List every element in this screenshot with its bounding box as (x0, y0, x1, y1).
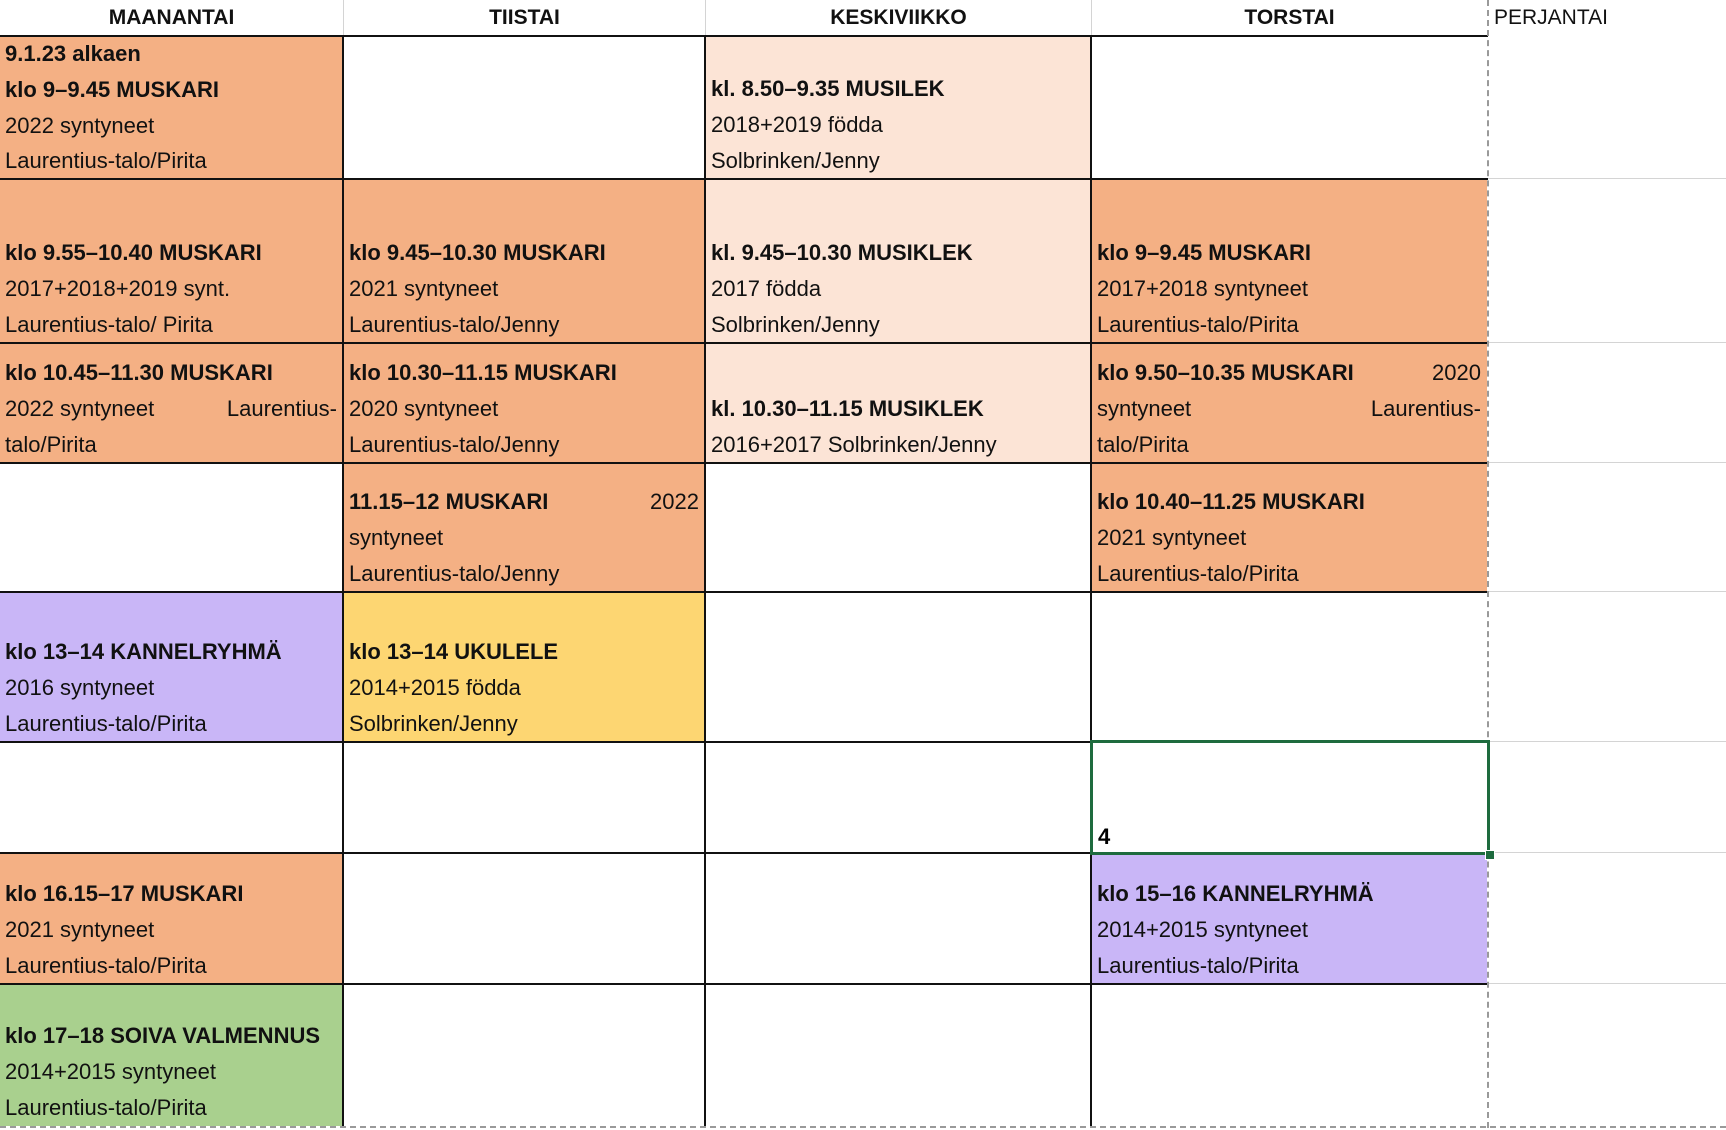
cell-monday-empty[interactable] (0, 742, 343, 853)
cell-line: syntyneet (349, 525, 444, 550)
cell-thursday-muskari-3[interactable] (1092, 463, 1487, 592)
cell-title: klo 10.30–11.15 MUSKARI (349, 360, 617, 385)
cell-line: talo/Pirita (1097, 432, 1189, 457)
cell-line: 2021 syntyneet (349, 276, 499, 301)
cell-line (1097, 355, 1487, 391)
cell-title: klo 9–9.45 MUSKARI (5, 76, 219, 102)
header-gridline (1091, 0, 1092, 35)
cell-line: 2017+2018 syntyneet (1097, 276, 1309, 301)
header-tiistai[interactable]: TIISTAI (489, 6, 560, 29)
cell-line: 2022 syntyneet (5, 112, 155, 138)
cell-word: 2022 (650, 489, 699, 514)
cell-wednesday-empty[interactable] (706, 984, 1091, 1126)
cell-wednesday-musilek[interactable] (706, 36, 1091, 179)
row-border (0, 342, 1488, 344)
header-maanantai[interactable]: MAANANTAI (108, 6, 235, 29)
cell-monday-soiva-valmennus[interactable] (0, 984, 343, 1126)
cell-line: Solbrinken/Jenny (711, 148, 880, 173)
header-perjantai[interactable]: PERJANTAI (1494, 6, 1608, 29)
cell-title: kl. 8.50–9.35 MUSILEK (711, 76, 945, 101)
cell-wednesday-empty[interactable] (706, 592, 1091, 742)
header-gridline (343, 0, 344, 35)
cell-line: Laurentius-talo/ Pirita (5, 312, 213, 337)
cell-wednesday-empty[interactable] (706, 853, 1091, 984)
row-border (0, 462, 1488, 464)
gridline (1488, 178, 1726, 179)
cell-monday-muskari-3[interactable] (0, 343, 343, 463)
column-border (704, 35, 706, 1126)
cell-title: klo 15–16 KANNELRYHMÄ (1097, 881, 1374, 906)
cell-line: 2014+2015 syntyneet (1097, 917, 1309, 942)
cell-title: klo 9–9.45 MUSKARI (1097, 240, 1311, 265)
cell-monday-empty[interactable] (0, 463, 343, 592)
cell-tuesday-empty[interactable] (344, 984, 705, 1126)
cell-line: Laurentius-talo/Pirita (5, 1095, 207, 1120)
cell-word: Laurentius- (226, 396, 337, 421)
cell-line: Laurentius-talo/Jenny (349, 561, 560, 586)
cell-title: kl. 10.30–11.15 MUSIKLEK (711, 396, 984, 421)
cell-line: Laurentius-talo/Pirita (5, 711, 207, 736)
cell-monday-kannelryhma[interactable] (0, 592, 343, 742)
cell-line: Solbrinken/Jenny (349, 711, 518, 736)
cell-title: klo 10.45–11.30 MUSKARI (5, 360, 273, 385)
cell-title: 11.15–12 MUSKARI (349, 489, 549, 514)
cell-title: klo 9.50–10.35 MUSKARI (1097, 360, 1354, 385)
header-gridline (705, 0, 706, 35)
cell-title: klo 13–14 UKULELE (349, 639, 559, 664)
cell-tuesday-empty[interactable] (344, 36, 705, 179)
cell-wednesday-musiklek-2[interactable] (706, 343, 1091, 463)
cell-monday-muskari-1[interactable] (0, 36, 343, 179)
cell-line: 2016+2017 Solbrinken/Jenny (711, 432, 997, 457)
cell-word: Laurentius- (1370, 396, 1481, 421)
header-torstai[interactable]: TORSTAI (1244, 6, 1335, 29)
cell-line: talo/Pirita (5, 432, 97, 457)
row-border (0, 983, 1488, 985)
column-border (1090, 35, 1092, 1126)
cell-tuesday-muskari-1[interactable] (344, 179, 705, 343)
cell-title: kl. 9.45–10.30 MUSIKLEK (711, 240, 973, 265)
gridline (1488, 462, 1726, 463)
cell-line (349, 484, 705, 520)
cell-thursday-muskari-1[interactable] (1092, 179, 1487, 343)
cell-wednesday-empty[interactable] (706, 463, 1091, 592)
row-border (0, 178, 1488, 180)
cell-title: klo 9.45–10.30 MUSKARI (349, 240, 606, 265)
cell-tuesday-empty[interactable] (344, 853, 705, 984)
gridline (1488, 342, 1726, 343)
cell-line: 2018+2019 födda (711, 112, 883, 137)
cell-wednesday-empty[interactable] (706, 742, 1091, 853)
cell-line: 2021 syntyneet (5, 917, 155, 942)
cell-line: 2016 syntyneet (5, 675, 155, 700)
cell-word: 2020 (1432, 360, 1481, 385)
page-break-line (1487, 0, 1489, 1128)
gridline (1488, 591, 1726, 592)
cell-line: Laurentius-talo/Jenny (349, 432, 560, 457)
cell-title: klo 13–14 KANNELRYHMÄ (5, 639, 282, 664)
cell-thursday-kannelryhma[interactable] (1092, 853, 1487, 984)
cell-title: klo 16.15–17 MUSKARI (5, 881, 244, 906)
cell-line: Laurentius-talo/Pirita (1097, 561, 1299, 586)
cell-thursday-empty[interactable] (1092, 592, 1487, 742)
gridline (1488, 852, 1726, 853)
cell-tuesday-muskari-3[interactable] (344, 463, 705, 592)
cell-word: 2022 syntyneet (5, 396, 155, 421)
cell-line: Laurentius-talo/Pirita (1097, 953, 1299, 978)
cell-line: 2017+2018+2019 synt. (5, 276, 231, 301)
cell-line (1097, 391, 1487, 427)
cell-tuesday-empty[interactable] (344, 742, 705, 853)
fill-handle[interactable] (1485, 850, 1495, 860)
gridline (1488, 983, 1726, 984)
cell-title: klo 9.55–10.40 MUSKARI (5, 240, 262, 265)
gridline (1488, 741, 1726, 742)
row-border (0, 591, 1488, 593)
cell-line (5, 391, 343, 427)
cell-monday-muskari-2[interactable] (0, 179, 343, 343)
cell-thursday-empty[interactable] (1092, 984, 1487, 1126)
cell-line: Laurentius-talo/Pirita (5, 953, 207, 978)
cell-line: 2020 syntyneet (349, 396, 499, 421)
cell-title: klo 10.40–11.25 MUSKARI (1097, 489, 1365, 514)
cell-line: 9.1.23 alkaen (5, 41, 141, 66)
cell-title: klo 17–18 SOIVA VALMENNUS (5, 1023, 321, 1048)
cell-line: Solbrinken/Jenny (711, 312, 880, 337)
row-border (0, 35, 1488, 37)
page-break-line (0, 1126, 1726, 1128)
cell-line: Laurentius-talo/Pirita (5, 148, 207, 174)
cell-line: Laurentius-talo/Jenny (349, 312, 560, 337)
cell-word: syntyneet (1097, 396, 1192, 421)
header-keskiviikko[interactable]: KESKIVIIKKO (830, 6, 967, 29)
cell-monday-muskari-4[interactable] (0, 853, 343, 984)
cell-line: 2017 födda (711, 276, 822, 301)
cell-tuesday-muskari-2[interactable] (344, 343, 705, 463)
selected-cell-value: 4 (1098, 824, 1111, 849)
cell-wednesday-musiklek-1[interactable] (706, 179, 1091, 343)
cell-thursday-muskari-2[interactable] (1092, 343, 1487, 463)
cell-line: 2021 syntyneet (1097, 525, 1247, 550)
cell-thursday-empty[interactable] (1092, 36, 1487, 179)
cell-tuesday-ukulele[interactable] (344, 592, 705, 742)
column-border (342, 35, 344, 1126)
cell-line: Laurentius-talo/Pirita (1097, 312, 1299, 337)
cell-line: 2014+2015 syntyneet (5, 1059, 217, 1084)
selected-cell[interactable] (1090, 740, 1490, 855)
cell-line: 2014+2015 födda (349, 675, 521, 700)
